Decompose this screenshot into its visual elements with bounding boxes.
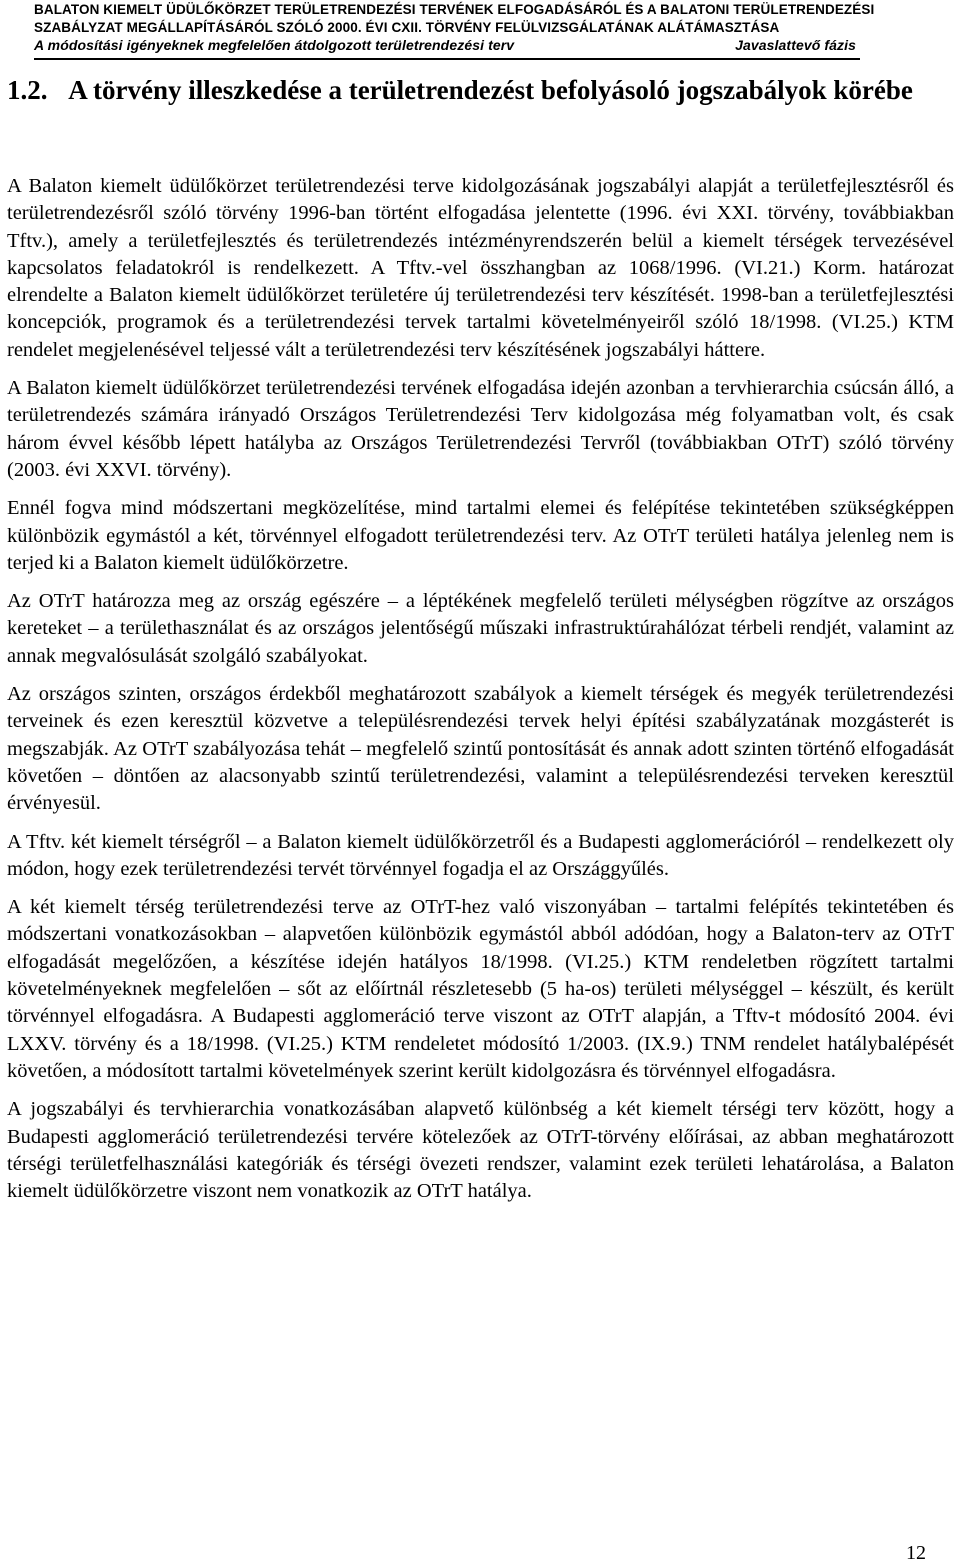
paragraph-3: Ennél fogva mind módszertani megközelítése, mind tartalmi elemei és felépítése tekintetében szükségképpen különbözik egymástól a két, törvénnyel elfogadott területrendezési terv. Az OTrT területi hatálya jelenleg nem is terjed ki a Balaton kiemelt üdülőkörzetre. [7,497,954,574]
paragraph-6: A Tftv. két kiemelt térségről – a Balaton kiemelt üdülőkörzetről és a Budapesti agglomerációról – rendelkezett oly módon, hogy ezek területrendezési tervét törvénnyel fogadja el az Országgyűlés. [7,830,954,880]
paragraph-5: Az országos szinten, országos érdekből meghatározott szabályok a kiemelt térségek és megyék területrendezési terveinek és ezen keresztül közvetve a településrendezési tervek helyi építési szabályzatának mozgásterét is megszabják. Az OTrT szabályozása tehát – megfelelő szintű pontosítását és annak adott szinten történő elfogadását követően – döntően az alacsonyabb szintű területrendezési, valamint a településrendezési terveken keresztül érvényesül. [7,683,954,815]
page-number: 12 [906,1542,926,1564]
header-line-1: BALATON KIEMELT ÜDÜLŐKÖRZET TERÜLETRENDEZÉSI TERVÉNEK ELFOGADÁSÁRÓL ÉS A BALATONI TERÜLETRENDEZÉSI [34,2,875,17]
header-line-2: SZABÁLYZAT MEGÁLLAPÍTÁSÁRÓL SZÓLÓ 2000. ÉVI CXII. TÖRVÉNY FELÜLVIZSGÁLATÁNAK ALÁTÁMASZTÁSA [34,20,780,35]
paragraph-7: A két kiemelt térség területrendezési terve az OTrT-hez való viszonyában – tartalmi felépítés tekintetében és módszertani vonatkozásokban – alapvetően különbözik egymástól abból adódóan, hogy a Balaton-terv az OTrT elfogadását megelőzően, a készítése idején hatályos 18/1998. (VI.25.) KTM rendeletben rögzített tartalmi követelményeknek megfelelően – sőt az előírtnál részletesebb (5 ha-os) területi mélységgel – készült, és került törvénnyel elfogadásra. A Budapesti agglomeráció terve viszont az OTrT alapján, a Tftv-t módosító 2004. évi LXXV. törvény és a 18/1998. (VI.25.) KTM rendeletet módosító 1/2003. (IX.9.) TNM rendelet hatálybalépését követően, a módosított tartalmi követelmények szerint került kidolgozásra és törvénnyel elfogadásra. [7,896,954,1082]
running-header [0,0,960,58]
paragraph-8: A jogszabályi és tervhierarchia vonatkozásában alapvető különbség a két kiemelt térségi terv között, hogy a Budapesti agglomeráció területrendezési tervére kötelezőek az OTrT-törvény előírásai, az abban meghatározott térségi területfelhasználási kategóriák és térségi övezeti rendszer, valamint ezek területi lehatárolása, a Balaton kiemelt üdülőkörzetre viszont nem vonatkozik az OTrT hatálya. [7,1098,954,1203]
header-document-status: A módosítási igényeknek megfelelően átdolgozott területrendezési terv [34,37,515,53]
header-phase: Javaslattevő fázis [735,37,856,53]
section-heading [7,74,937,107]
body-text [7,173,954,1216]
section-number: 1.2. [7,75,48,105]
section-title: A törvény illeszkedése a területrendezést befolyásoló jogszabályok körébe [68,75,913,105]
header-line-3 [34,37,856,53]
paragraph-1: A Balaton kiemelt üdülőkörzet területrendezési terve kidolgozásának jogszabályi alapját a területfejlesztésről és területrendezésről szóló törvény 1996-ban történt elfogadása jelentette (1996. évi XXI. törvény, továbbiakban Tftv.), amely a területfejlesztés és területrendezés intézményrendszerén belül a kiemelt térségek tervezésével kapcsolatos feladatokról is rendelkezett. A Tftv.-vel összhangban az 1068/1996. (VI.21.) Korm. határozat elrendelte a Balaton kiemelt üdülőkörzet területére új területrendezési terv készítését. 1998-ban a területfejlesztési koncepciók, programok és a területrendezési tervek tartalmi követelményeiről szóló 18/1998. (VI.25.) KTM rendelet megjelenésével teljessé vált a területrendezési terv készítésének jogszabályi háttere. [7,175,954,361]
paragraph-4: Az OTrT határozza meg az ország egészére – a léptékének megfelelő területi mélységben rögzítve az országos kereteket – a területhasználat és az országos jelentőségű műszaki infrastruktúrahálózat térbeli rendjét, valamint az annak megvalósulását szolgáló szabályokat. [7,590,954,667]
paragraph-2: A Balaton kiemelt üdülőkörzet területrendezési tervének elfogadása idején azonban a tervhierarchia csúcsán álló, a területrendezés számára irányadó Országos Területrendezési Terv kidolgozása még folyamatban volt, és csak három évvel később lépett hatályba az Országos Területrendezési Tervről (továbbiakban OTrT) szóló törvény (2003. évi XXVI. törvény). [7,377,954,481]
header-divider [34,58,860,60]
